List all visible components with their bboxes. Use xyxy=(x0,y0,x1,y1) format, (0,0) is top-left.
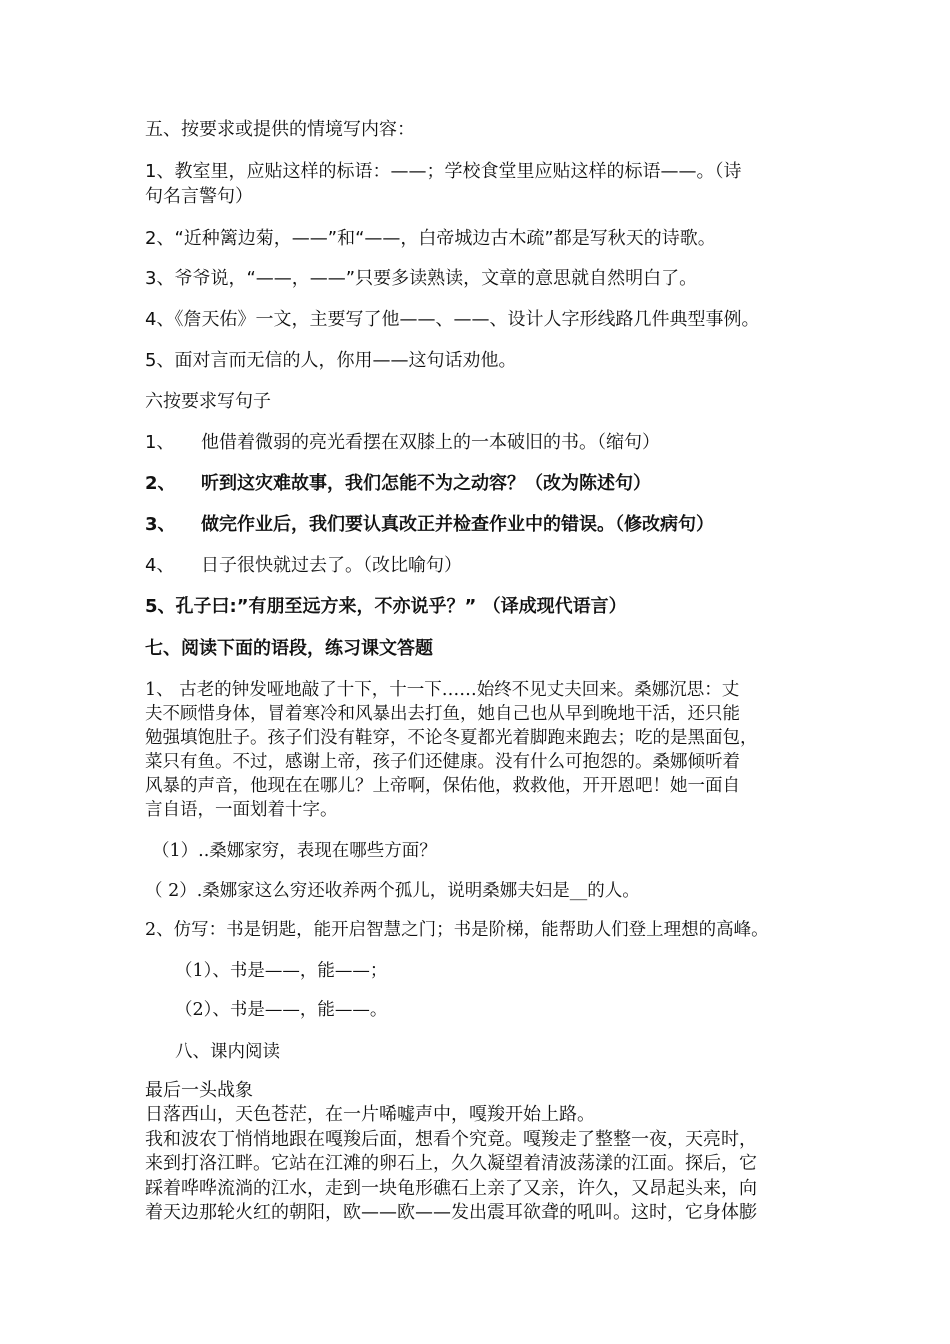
passage-line: 言自语，一面划着十字。 xyxy=(145,800,338,820)
section5-heading: 五、按要求或提供的情境写内容： xyxy=(145,119,415,140)
section6-item-4 xyxy=(145,555,462,577)
section6-item-1 xyxy=(145,432,660,454)
item-text: 听到这灾难故事，我们怎能不为之动容？（改为陈述句） xyxy=(201,473,651,494)
section5-q5: 5、面对言而无信的人，你用——这句话劝他。 xyxy=(145,350,517,371)
section6-q5: 5、孔子曰:”有朋至远方来，不亦说乎？” （译成现代语言） xyxy=(145,596,627,617)
section8-passage xyxy=(145,1103,757,1226)
section6-item-3 xyxy=(145,514,714,536)
section5-q3: 3、爷爷说，“——，——”只要多读熟读，文章的意思就自然明白了。 xyxy=(145,268,698,289)
item-number: 2、 xyxy=(145,473,176,494)
passage-line: 来到打洛江畔。它站在江滩的卵石上，久久凝望着清波荡漾的江面。探后，它 xyxy=(145,1153,757,1174)
section7-q2-2: （2）、书是——，能——。 xyxy=(175,1000,388,1020)
item-number: 3、 xyxy=(145,514,176,535)
section6-item-2 xyxy=(145,473,651,495)
section5-q2: 2、“近种篱边菊，——”和“——，白帝城边古木疏”都是写秋天的诗歌。 xyxy=(145,228,716,249)
passage-line: 着天边那轮火红的朝阳，欧——欧——发出震耳欲聋的吼叫。这时，它身体膨 xyxy=(145,1202,757,1223)
section7-q2: 2、仿写：书是钥匙，能开启智慧之门；书是阶梯，能帮助人们登上理想的高峰。 xyxy=(145,920,769,940)
item-text: 做完作业后，我们要认真改正并检查作业中的错误。（修改病句） xyxy=(201,514,714,535)
section6-heading: 六按要求写句子 xyxy=(145,391,271,412)
item-number: 1、 xyxy=(145,432,175,453)
section7-sub1: （1）..桑娜家穷，表现在哪些方面？ xyxy=(152,841,437,861)
section5-q1-line2: 句名言警句） xyxy=(145,186,253,207)
passage-line: 菜只有鱼。不过，感谢上帝，孩子们还健康。没有什么可抱怨的。桑娜倾听着 xyxy=(145,752,740,772)
passage-line: 踩着哗哗流淌的江水，走到一块龟形礁石上亲了又亲，许久，又昂起头来，向 xyxy=(145,1177,757,1199)
passage-line: 勉强填饱肚子。孩子们没有鞋穿，不论冬夏都光着脚跑来跑去；吃的是黑面包， xyxy=(145,728,758,748)
item-number: 4、 xyxy=(145,555,175,576)
section5-q4: 4、《詹天佑》一文，主要写了他——、——、设计人字形线路几件典型事例。 xyxy=(145,309,760,330)
item-text: 他借着微弱的亮光看摆在双膝上的一本破旧的书。（缩句） xyxy=(201,432,660,453)
section5-q1-line1: 1、教室里，应贴这样的标语：——；学校食堂里应贴这样的标语——。（诗 xyxy=(145,161,742,182)
passage-line: 日落西山，天色苍茫，在一片唏嘘声中，嘎羧开始上路。 xyxy=(145,1104,595,1125)
passage-line: 风暴的声音，他现在在哪儿？上帝啊，保佑他，救救他，开开恩吧！她一面自 xyxy=(145,776,740,796)
section8-heading: 八、课内阅读 xyxy=(175,1042,280,1062)
section7-passage xyxy=(145,678,758,822)
section7-heading: 七、阅读下面的语段，练习课文答题 xyxy=(145,638,433,659)
passage-line: 我和波农丁悄悄地跟在嘎羧后面，想看个究竟。嘎羧走了整整一夜，天亮时， xyxy=(145,1128,757,1150)
item-text: 日子很快就过去了。（改比喻句） xyxy=(201,555,462,576)
section7-q2-1: （1）、书是——，能——； xyxy=(175,961,388,981)
section7-sub2: （ 2）.桑娜家这么穷还收养两个孤儿，说明桑娜夫妇是__的人。 xyxy=(145,881,640,901)
passage-line: 夫不顾惜身体，冒着寒冷和风暴出去打鱼，她自己也从早到晚地干活，还只能 xyxy=(145,704,740,724)
section8-title: 最后一头战象 xyxy=(145,1080,253,1101)
passage-line: 1、 古老的钟发哑地敲了十下，十一下……始终不见丈夫回来。桑娜沉思：丈 xyxy=(145,680,740,700)
